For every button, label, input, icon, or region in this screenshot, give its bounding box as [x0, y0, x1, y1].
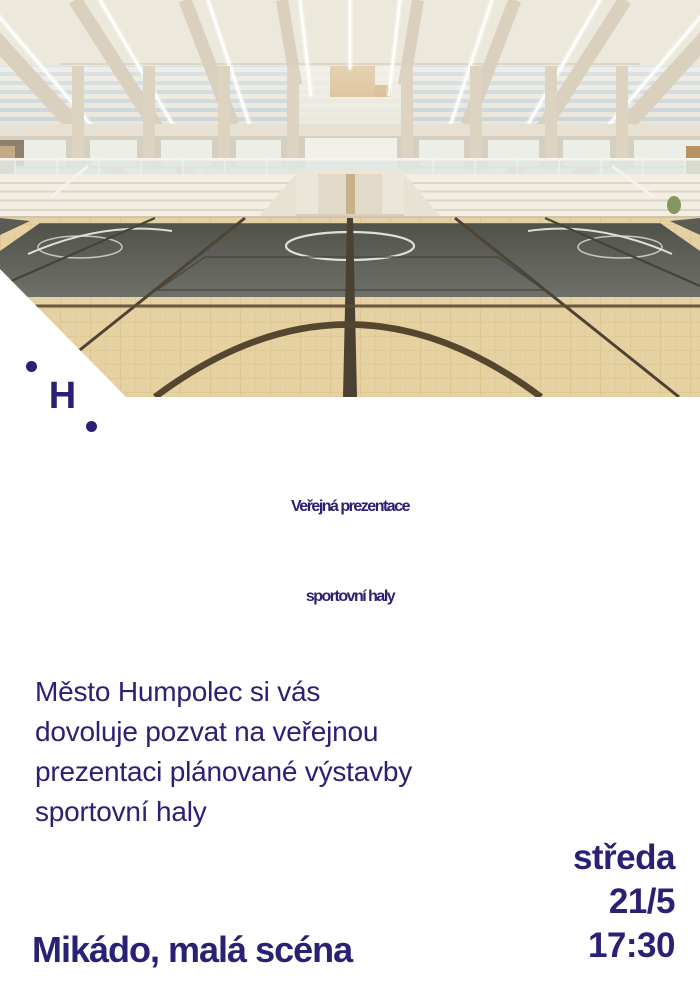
logo-dot-top-icon [26, 361, 37, 372]
hero-image-sports-hall [0, 0, 700, 397]
invitation-line: sportovní haly [35, 796, 207, 827]
event-time: 17:30 [587, 926, 675, 965]
poster-title [0, 462, 700, 642]
poster-title-line2: sportovní haly [305, 588, 395, 605]
invitation-line: Město Humpolec si vás [35, 676, 321, 707]
invitation-text [35, 672, 412, 832]
poster-title-line1: Veřejná prezentace [291, 498, 409, 515]
logo-h-letter: H [48, 374, 76, 417]
event-datetime [573, 836, 675, 968]
event-date: 21/5 [608, 882, 675, 921]
window-band [0, 62, 700, 132]
invitation-line: prezentaci plánované výstavby [35, 756, 413, 787]
event-weekday: středa [572, 838, 675, 877]
invitation-line: dovoluje pozvat na veřejnou [35, 716, 379, 747]
venue-label: Mikádo, malá scéna [32, 929, 353, 970]
logo-dot-bottom-icon [86, 421, 97, 432]
